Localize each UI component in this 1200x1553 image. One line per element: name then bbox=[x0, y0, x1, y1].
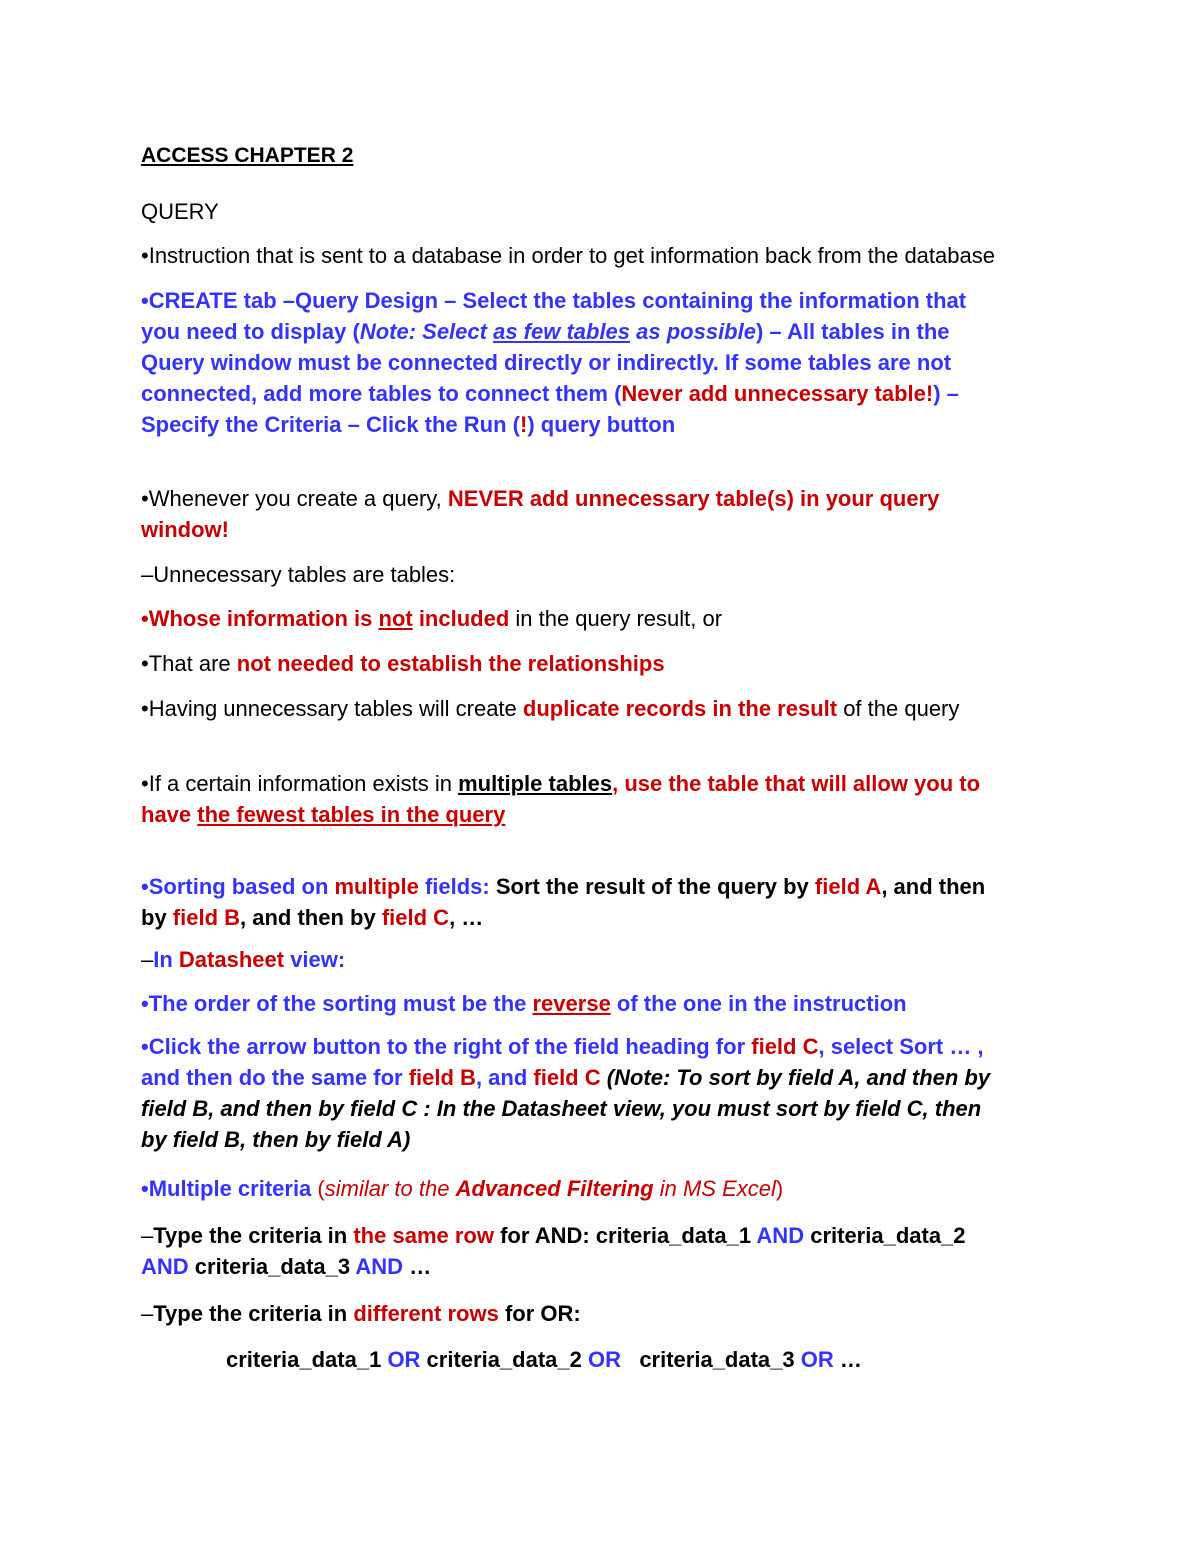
unnecessary-tables-warning-1: •Whenever you create a query, NEVER add unnecessary table(s) in your query bbox=[141, 486, 940, 511]
multiple-tables-rule-1: •If a certain information exists in multiple tables, use the table that will allow you to bbox=[141, 771, 981, 796]
and-criteria-line-2: AND criteria_data_3 AND … bbox=[141, 1254, 432, 1279]
page-title: ACCESS CHAPTER 2 bbox=[141, 144, 354, 167]
create-steps-line-3: Query window must be connected directly or indirectly. If some tables are not bbox=[141, 350, 952, 375]
query-definition: •Instruction that is sent to a database in order to get information back from the database bbox=[141, 243, 995, 268]
or-criteria-example: criteria_data_1 OR criteria_data_2 OR criteria_data_3 OR … bbox=[226, 1347, 862, 1372]
sort-steps-line-1: •Click the arrow button to the right of the field heading for field C, select Sort … , bbox=[141, 1034, 984, 1059]
duplicate-records-note: •Having unnecessary tables will create duplicate records in the result of the query bbox=[141, 696, 960, 721]
sort-order-rule: •The order of the sorting must be the reverse of the one in the instruction bbox=[141, 991, 907, 1016]
multiple-tables-rule-2: have the fewest tables in the query bbox=[141, 802, 506, 827]
and-criteria-line-1: –Type the criteria in the same row for AND: criteria_data_1 AND criteria_data_2 bbox=[141, 1223, 966, 1248]
sort-steps-line-2: and then do the same for field B, and field C (Note: To sort by field A, and then by bbox=[141, 1065, 991, 1090]
create-steps-line-2: you need to display (Note: Select as few tables as possible) – All tables in the bbox=[141, 319, 950, 344]
unnecessary-tables-intro: –Unnecessary tables are tables: bbox=[141, 562, 456, 587]
sort-steps-line-3: field B, and then by field C : In the Datasheet view, you must sort by field C, then bbox=[141, 1096, 982, 1121]
multiple-criteria-heading: •Multiple criteria (similar to the Advanced Filtering in MS Excel) bbox=[141, 1176, 784, 1201]
section-heading-query: QUERY bbox=[141, 199, 219, 224]
unnecessary-reason-2: •That are not needed to establish the relationships bbox=[141, 651, 665, 676]
create-steps-line-4: connected, add more tables to connect them (Never add unnecessary table!) – bbox=[141, 381, 959, 406]
or-criteria-line-1: –Type the criteria in different rows for OR: bbox=[141, 1301, 581, 1326]
sorting-rule-line-1: •Sorting based on multiple fields: Sort the result of the query by field A, and then bbox=[141, 874, 986, 899]
datasheet-view-heading: –In Datasheet view: bbox=[141, 947, 346, 972]
unnecessary-reason-1: •Whose information is not included in the query result, or bbox=[141, 606, 723, 631]
create-steps-line-1: •CREATE tab –Query Design – Select the tables containing the information that bbox=[141, 288, 967, 313]
unnecessary-tables-warning-2: window! bbox=[141, 517, 229, 542]
sort-steps-line-4: by field B, then by field A) bbox=[141, 1127, 411, 1152]
create-steps-line-5: Specify the Criteria – Click the Run (!) query button bbox=[141, 412, 676, 437]
sorting-rule-line-2: by field B, and then by field C, … bbox=[141, 905, 484, 930]
